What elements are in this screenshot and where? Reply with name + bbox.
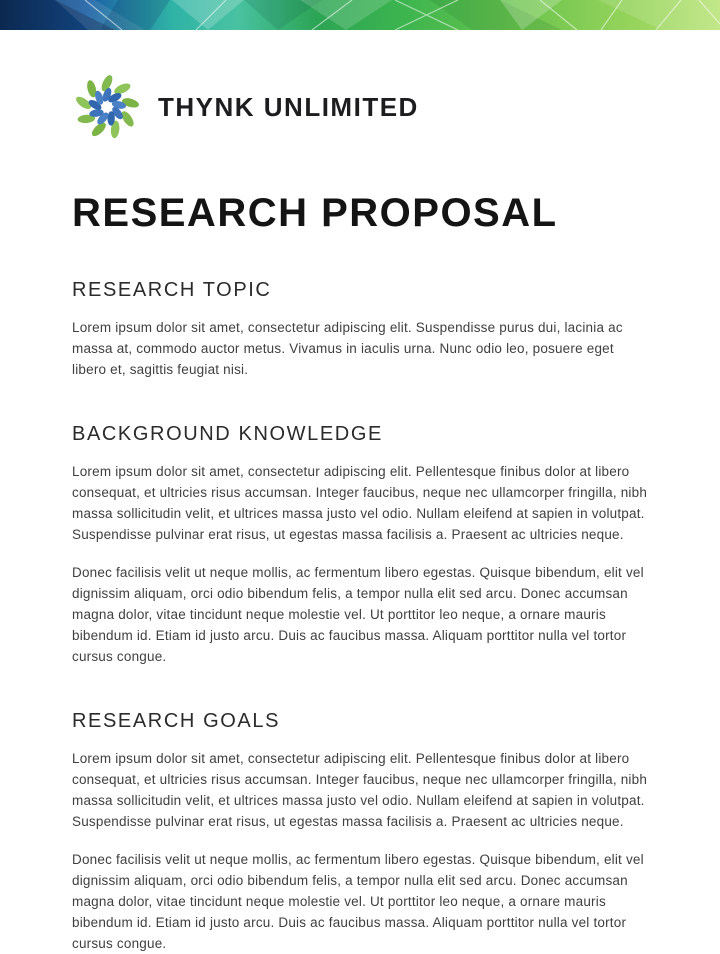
section-heading: BACKGROUND KNOWLEDGE	[72, 423, 383, 445]
section-paragraph: Lorem ipsum dolor sit amet, consectetur adipiscing elit. Pellentesque finibus dolor at libero consequat, et ultricies risus accumsan. Integer faucibus, neque nec ullamcorper fringilla, nibh massa sollicitudin velit, et ultrices massa justo vel odio. Nullam eleifend at sapien in volutpat. Suspendisse pulvinar erat risus, ut egestas massa facilisis a. Praesent ac ultricies neque.	[72, 751, 648, 829]
section-paragraph: Donec facilisis velit ut neque mollis, ac fermentum libero egestas. Quisque bibendum, elit vel dignissim aliquam, orci odio bibendum felis, a tempor nulla elit sed arcu. Donec accumsan magna dolor, vitae tincidunt neque molestie vel. Ut porttitor leo neque, a ornare mauris bibendum id. Etiam id justo arcu. Duis ac faucibus massa. Aliquam porttitor nulla vel tortor cursus congue.	[72, 565, 644, 664]
section-paragraph: Donec facilisis velit ut neque mollis, ac fermentum libero egestas. Quisque bibendum, elit vel dignissim aliquam, orci odio bibendum felis, a tempor nulla elit sed arcu. Donec accumsan magna dolor, vitae tincidunt neque molestie vel. Ut porttitor leo neque, a ornare mauris bibendum id. Etiam id justo arcu. Duis ac faucibus massa. Aliquam porttitor nulla vel tortor cursus congue.	[72, 852, 644, 951]
section-research-goals	[72, 709, 648, 954]
brand-name: THYNK UNLIMITED	[158, 91, 419, 122]
decorative-header-band	[0, 0, 720, 30]
section-heading: RESEARCH TOPIC	[72, 279, 272, 301]
section-research-topic	[72, 278, 648, 380]
leaf-flower-logo-icon	[72, 72, 142, 142]
page-title: RESEARCH PROPOSAL	[72, 191, 558, 235]
section-heading: RESEARCH GOALS	[72, 710, 281, 732]
brand-header	[72, 72, 648, 142]
section-background-knowledge	[72, 422, 648, 667]
section-paragraph: Lorem ipsum dolor sit amet, consectetur adipiscing elit. Pellentesque finibus dolor at libero consequat, et ultricies risus accumsan. Integer faucibus, neque nec ullamcorper fringilla, nibh massa sollicitudin velit, et ultrices massa justo vel odio. Nullam eleifend at sapien in volutpat. Suspendisse pulvinar erat risus, ut egestas massa facilisis a. Praesent ac ultricies neque.	[72, 464, 648, 542]
document-page	[0, 72, 720, 954]
section-paragraph: Lorem ipsum dolor sit amet, consectetur adipiscing elit. Suspendisse purus dui, lacinia ac massa at, commodo auctor metus. Vivamus in iaculis urna. Nunc odio leo, posuere eget libero et, sagittis feugiat nisi.	[72, 320, 623, 377]
